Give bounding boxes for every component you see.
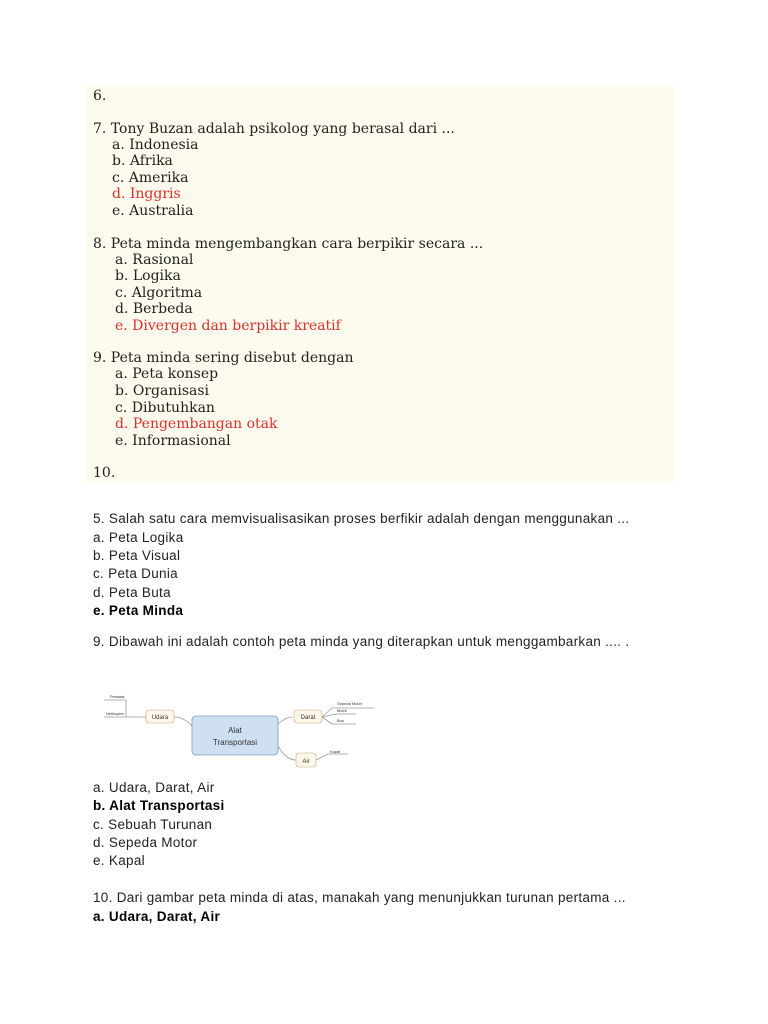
mind-map-udara-label: Udara [151, 715, 169, 721]
q9-option-c: c. Dibutuhkan [115, 400, 215, 416]
q8-option-d: d. Berbeda [115, 301, 193, 317]
q9-option-d-answer: d. Pengembangan otak [115, 416, 278, 432]
q5-option-b: b. Peta Visual [93, 548, 181, 563]
mind-map-center-line2: Transportasi [212, 738, 258, 747]
q7-question: 7. Tony Buzan adalah psikolog yang berasal dari ... [93, 121, 455, 137]
q9-question: 9. Peta minda sering disebut dengan [93, 350, 354, 366]
q9b-option-b-answer: b. Alat Transportasi [93, 798, 225, 813]
q8-option-e-answer: e. Divergen dan berpikir kreatif [115, 318, 341, 334]
q7-option-d-answer: d. Inggris [112, 186, 181, 202]
q5-option-c: c. Peta Dunia [93, 566, 178, 581]
q6-label: 6. [93, 88, 107, 104]
q5-question: 5. Salah satu cara memvisualisasikan proses berfikir adalah dengan menggunakan ... [93, 511, 630, 526]
q9b-option-a: a. Udara, Darat, Air [93, 780, 215, 795]
q5-option-d: d. Peta Buta [93, 585, 171, 600]
q8-option-b: b. Logika [115, 268, 181, 284]
mind-map-sepeda-motor-label: Sepeda Motor [337, 701, 363, 706]
q8-option-a: a. Rasional [115, 252, 194, 268]
mind-map-helikopter-label: Helikopter [106, 711, 125, 716]
q9-option-e: e. Informasional [115, 433, 231, 449]
q8-question: 8. Peta minda mengembangkan cara berpikir secara ... [93, 236, 484, 252]
mind-map-mobil-label: Mobil [337, 708, 347, 713]
q10-label: 10. [93, 465, 116, 481]
q8-option-c: c. Algoritma [115, 285, 203, 301]
mind-map-bus-label: Bus [337, 718, 344, 723]
q9b-question: 9. Dibawah ini adalah contoh peta minda yang diterapkan untuk menggambarkan .... . [93, 634, 630, 649]
mind-map-kapal-label: Kapal [330, 749, 341, 754]
mind-map-darat-label: Darat [300, 715, 316, 721]
q7-option-c: c. Amerika [112, 170, 189, 186]
mind-map-air-label: Air [302, 759, 310, 765]
q7-option-e: e. Australia [112, 203, 194, 219]
q5-option-e-answer: e. Peta Minda [93, 603, 184, 618]
mind-map-figure [96, 686, 386, 776]
q9b-option-d: d. Sepeda Motor [93, 835, 198, 850]
q5-option-a: a. Peta Logika [93, 530, 184, 545]
q10b-answer: a. Udara, Darat, Air [93, 909, 221, 924]
q9b-option-c: c. Sebuah Turunan [93, 817, 213, 832]
mind-map-center-line1: Alat [228, 726, 242, 735]
q9-option-b: b. Organisasi [115, 383, 210, 399]
q9-option-a: a. Peta konsep [115, 366, 219, 382]
mind-map-pesawat-label: Pesawat [110, 695, 125, 699]
q7-option-a: a. Indonesia [112, 137, 199, 153]
mind-map-center-node [192, 716, 278, 755]
q10b-question: 10. Dari gambar peta minda di atas, manakah yang menunjukkan turunan pertama ... [93, 890, 626, 905]
q7-option-b: b. Afrika [112, 153, 173, 169]
q9b-option-e: e. Kapal [93, 853, 145, 868]
